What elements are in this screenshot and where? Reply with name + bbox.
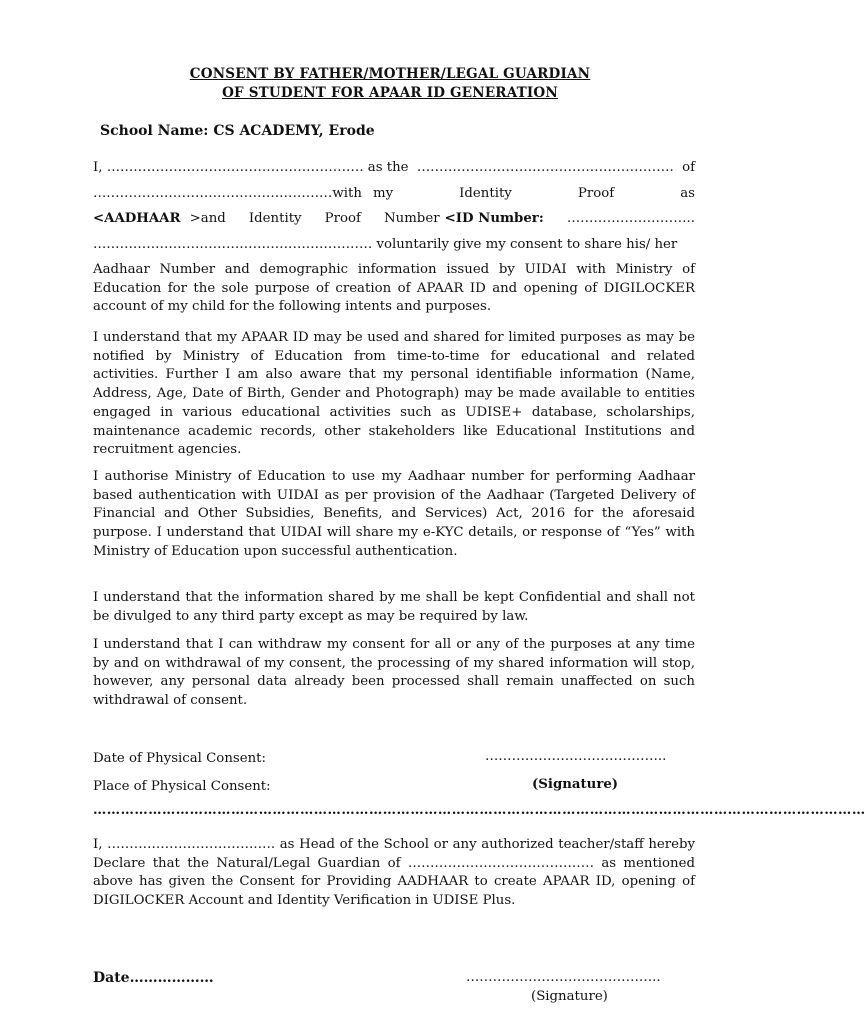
word-proof-2: Proof [324, 211, 361, 226]
head-declaration: I, …………………………….…. as Head of the School or any authorized teacher/staff hereby Declare that the Natural/Legal Guardian of …………………………………… as mentioned above has given the Consent for Providing AADHAAR to create APAAR ID, opening of DIGILOCKER Account and Identity Verification in UDISE Plus. [93, 837, 695, 909]
guardian-name-blank: I, …………………………………………………. as the [93, 160, 409, 175]
id-number-label: <ID Number: [444, 211, 544, 226]
word-as: as [680, 186, 695, 201]
footer-date-label: Date……………… [93, 970, 214, 986]
section-separator: …………………………………………………………………………………………………………………………………………………… [93, 803, 866, 818]
form-line-1 [93, 158, 695, 177]
date-of-consent-blank: ………………………………….. [485, 749, 667, 764]
paragraph-4: I understand that the information shared by me shall be kept Confidential and shall not be divulged to any third party except as may be required by law. [93, 590, 695, 624]
form-line-2 [93, 184, 695, 203]
title-line-1: CONSENT BY FATHER/MOTHER/LEGAL GUARDIAN [189, 66, 591, 82]
school-name: School Name: CS ACADEMY, Erode [100, 123, 375, 139]
guardian-signature-label: (Signature) [532, 777, 619, 792]
word-identity: Identity [459, 186, 512, 201]
paragraph-3: I authorise Ministry of Education to use my Aadhaar number for performing Aadhaar based authentication with UIDAI as per provision of the Aadhaar (Targeted Delivery of Financial and Other Subsidies, Benefits, and Services) Act, 2016 for the aforesaid purpose. I understand that UIDAI will share my e-KYC details, or response of “Yes” with Ministry of Education upon successful authentication. [93, 469, 695, 559]
student-name-blank: ………………………………………………with [93, 186, 362, 201]
footer-signature-blank: …………………………………….. [466, 970, 661, 985]
paragraph-2: I understand that my APAAR ID may be used and shared for limited purposes as may be notified by Ministry of Education from time-to-time for educational and related activities. Further I am also aware that my personal identifiable information (Name, Address, Age, Date of Birth, Gender and Photograph) may be made available to entities engaged in various educational activities such as UDISE+ database, scholarships, maintenance academic records, other stakeholders like Educational Institutions and recruitment agencies. [93, 330, 695, 458]
word-proof: Proof [577, 186, 615, 201]
relation-blank: …………………………………………………. [416, 160, 674, 175]
date-of-consent-label: Date of Physical Consent: [93, 751, 266, 766]
form-line-3 [93, 209, 695, 228]
word-identity-2: Identity [248, 211, 302, 226]
place-of-consent-label: Place of Physical Consent: [93, 779, 271, 794]
paragraph-5: I understand that I can withdraw my consent for all or any of the purposes at any time by and on withdrawal of my consent, the processing of my shared information will stop, however, any personal data already been processed shall remain unaffected on such withdrawal of consent. [93, 637, 695, 709]
of-text: of [682, 160, 695, 175]
paragraph-1: Aadhaar Number and demographic information issued by UIDAI with Ministry of Education for the sole purpose of creation of APAAR ID and opening of DIGILOCKER account of my child for the following intents and purposes. [93, 262, 695, 315]
id-number-blank: ……………………….. [566, 211, 695, 226]
aadhaar-label: <AADHAAR [93, 211, 181, 226]
word-number: Number [384, 211, 440, 226]
word-and: >and [189, 211, 226, 226]
title-line-2: OF STUDENT FOR APAAR ID GENERATION [222, 85, 558, 101]
head-signature-label: (Signature) [531, 989, 608, 1004]
form-line-4: ……………………………………………………… voluntarily give my consent to share his/ her [93, 237, 678, 252]
word-my: my [372, 186, 394, 201]
